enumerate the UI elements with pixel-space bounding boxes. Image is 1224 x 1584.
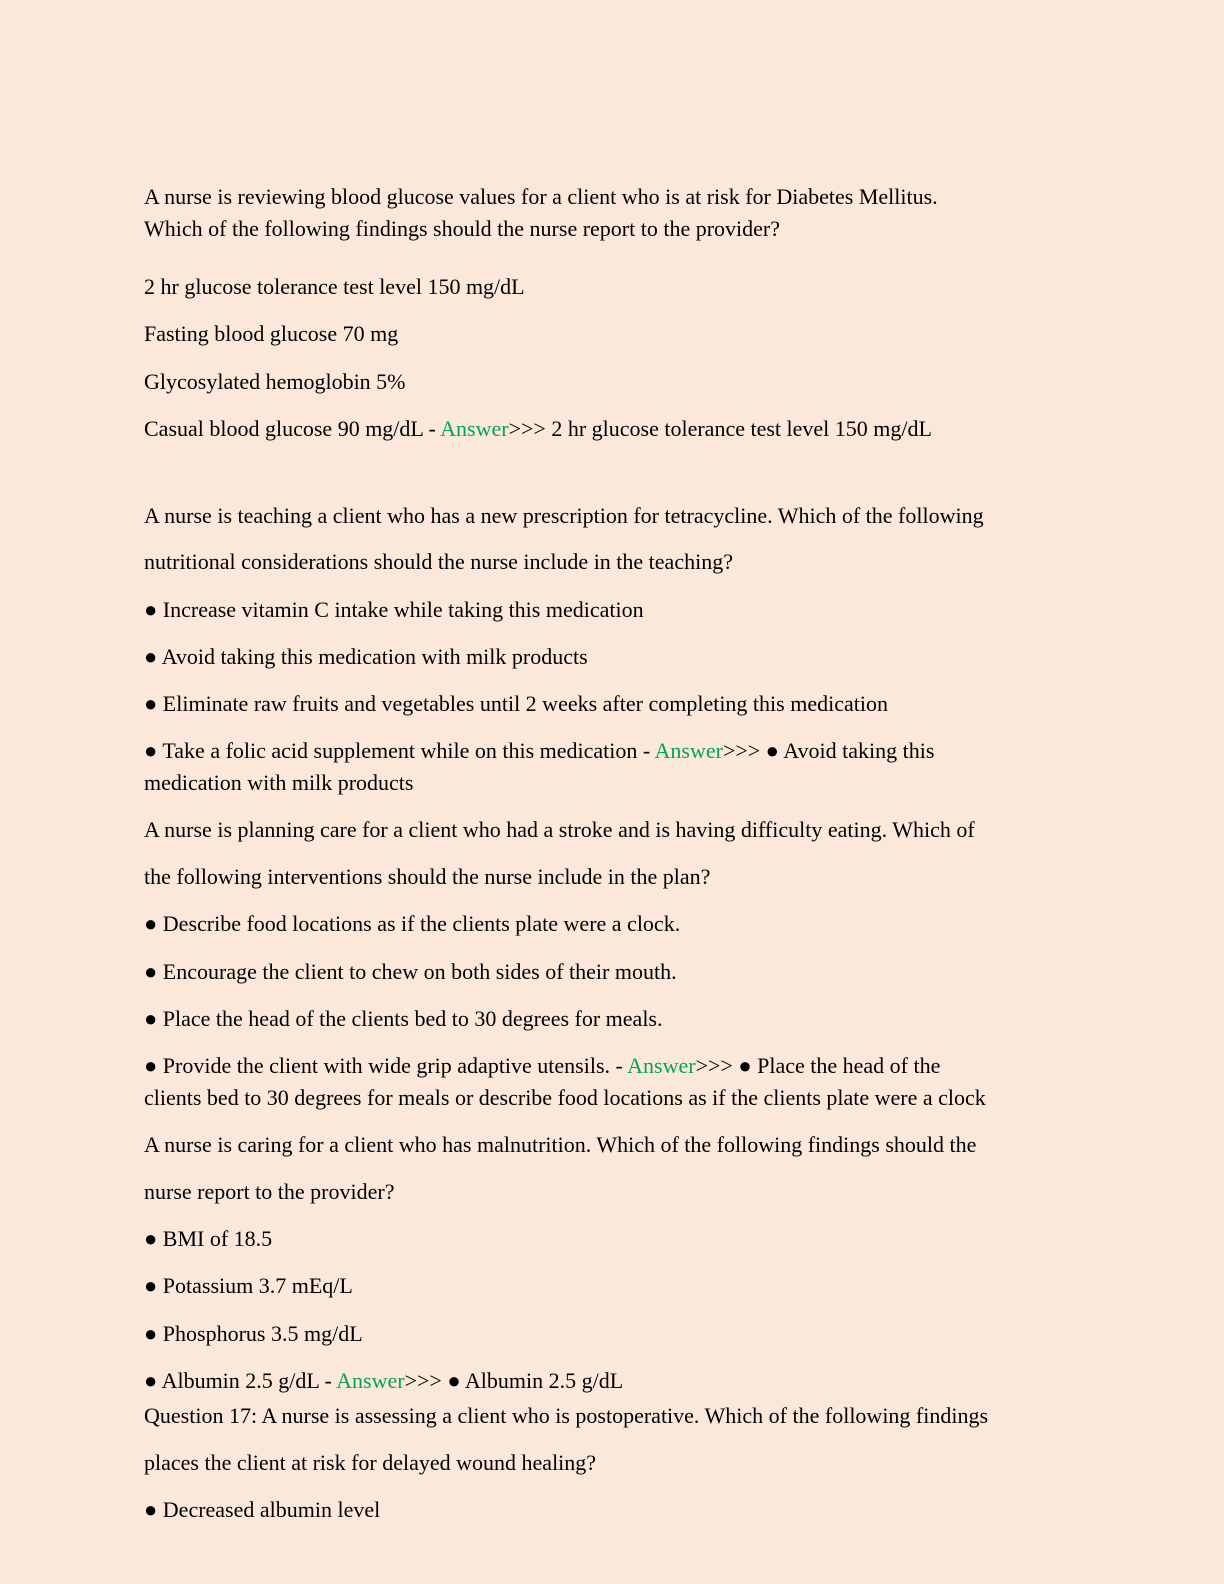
q4-stem-line-2: nurse report to the provider? [144,1179,395,1204]
q2-stem-line-2: nutritional considerations should the nurse include in the teaching? [144,549,733,574]
q2-stem-line-1: A nurse is teaching a client who has a new prescription for tetracycline. Which of the following [144,503,984,528]
q4-option-3: ● Phosphorus 3.5 mg/dL [144,1321,363,1346]
answer-arrows: >>> [695,1053,733,1078]
answer-label: Answer [440,416,509,441]
q1-answer-text: 2 hr glucose tolerance test level 150 mg/dL [545,416,932,441]
q3-option-1: ● Describe food locations as if the clients plate were a clock. [144,911,681,936]
q1-stem-line-1: A nurse is reviewing blood glucose values for a client who is at risk for Diabetes Mellitus. [144,184,938,209]
q5-stem-line-2: places the client at risk for delayed wound healing? [144,1450,597,1475]
q4-stem-line-1: A nurse is caring for a client who has malnutrition. Which of the following findings should the [144,1132,977,1157]
q4-option-4: ● Albumin 2.5 g/dL - [144,1368,337,1393]
q3-option-3: ● Place the head of the clients bed to 30 degrees for meals. [144,1006,663,1031]
q2-option-2: ● Avoid taking this medication with milk products [144,644,588,669]
q1-option-4: Casual blood glucose 90 mg/dL - [144,416,441,441]
q2-option-4: ● Take a folic acid supplement while on this medication - [144,738,655,763]
q2-option-3: ● Eliminate raw fruits and vegetables until 2 weeks after completing this medication [144,691,888,716]
answer-arrows: >>> [404,1368,442,1393]
q3-answer-continuation: clients bed to 30 degrees for meals or describe food locations as if the clients plate were a clock [144,1085,986,1110]
q1-option-4-with-answer [144,416,932,442]
q5-stem-line-1: Question 17: A nurse is assessing a client who is postoperative. Which of the following findings [144,1403,989,1428]
answer-arrows: >>> [722,738,761,763]
answer-label: Answer [654,738,723,763]
q4-answer-text: ● Albumin 2.5 g/dL [441,1368,624,1393]
q2-option-1: ● Increase vitamin C intake while taking this medication [144,597,644,622]
q4-option-4-with-answer [144,1368,623,1394]
q2-answer-continuation: medication with milk products [144,770,414,795]
q3-option-4-with-answer [144,1053,940,1079]
q1-stem-line-2: Which of the following findings should the nurse report to the provider? [144,216,781,241]
q3-stem-line-2: the following interventions should the nurse include in the plan? [144,864,711,889]
q5-option-1: ● Decreased albumin level [144,1497,381,1522]
answer-label: Answer [627,1053,696,1078]
answer-arrows: >>> [508,416,546,441]
q4-option-2: ● Potassium 3.7 mEq/L [144,1273,353,1298]
q3-option-2: ● Encourage the client to chew on both sides of their mouth. [144,959,677,984]
q1-option-1: 2 hr glucose tolerance test level 150 mg/dL [144,274,525,299]
q2-answer-text: ● Avoid taking this [760,738,935,763]
q2-option-4-with-answer [144,738,934,764]
answer-label: Answer [336,1368,405,1393]
q3-option-4: ● Provide the client with wide grip adaptive utensils. - [144,1053,628,1078]
q1-option-2: Fasting blood glucose 70 mg [144,321,399,346]
q4-option-1: ● BMI of 18.5 [144,1226,273,1251]
q1-option-3: Glycosylated hemoglobin 5% [144,369,406,394]
q3-stem-line-1: A nurse is planning care for a client who had a stroke and is having difficulty eating. Which of [144,817,975,842]
q3-answer-text: ● Place the head of the [732,1053,941,1078]
